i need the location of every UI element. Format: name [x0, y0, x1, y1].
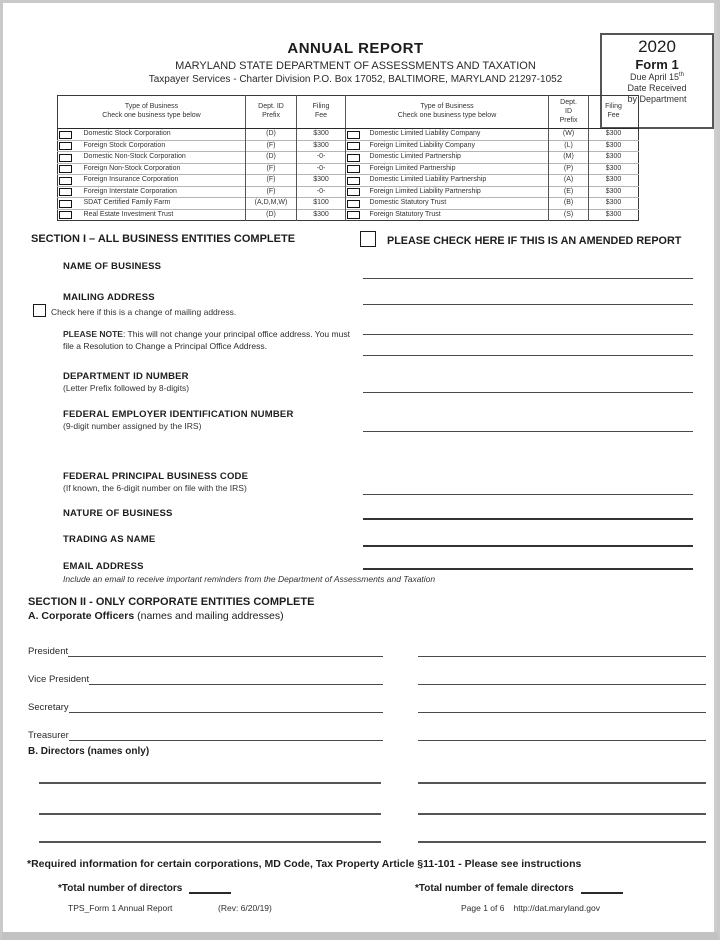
business-type-checkbox[interactable]: [347, 154, 360, 162]
total-directors-label: *Total number of directors: [58, 883, 183, 894]
table-row: [58, 129, 639, 141]
total-directors-line[interactable]: [189, 882, 231, 894]
dept-prefix-value: (A,D,M,W): [246, 198, 297, 210]
form-year: 2020: [638, 37, 676, 56]
filing-fee-value: $300: [297, 209, 346, 221]
director-name-line[interactable]: [39, 813, 381, 815]
business-type-label: Foreign Interstate Corporation: [80, 186, 246, 198]
table-row: [58, 152, 639, 164]
dept-prefix-value: (D): [246, 209, 297, 221]
business-type-label: Domestic Statutory Trust: [366, 198, 549, 210]
table-row: [58, 175, 639, 187]
dept-id-prefix-header: Dept. ID Prefix: [549, 96, 589, 129]
officer-row-secretary: [28, 700, 706, 713]
date-received-label: Date Received: [627, 82, 687, 93]
directors-heading: B. Directors (names only): [28, 746, 150, 757]
amended-report-label: PLEASE CHECK HERE IF THIS IS AN AMENDED REPORT: [387, 235, 682, 247]
business-type-label: Foreign Limited Liability Company: [366, 140, 549, 152]
filing-fee-value: $300: [297, 140, 346, 152]
business-type-label: Foreign Non-Stock Corporation: [80, 163, 246, 175]
mailing-address-line-2[interactable]: [363, 334, 693, 335]
business-type-checkbox[interactable]: [59, 142, 72, 150]
director-name-line[interactable]: [418, 841, 706, 843]
business-type-label: Domestic Stock Corporation: [80, 129, 246, 141]
filing-fee-value: $300: [589, 129, 639, 141]
officer-name-line[interactable]: [68, 644, 383, 657]
officer-address-line[interactable]: [418, 728, 706, 741]
name-of-business-label: NAME OF BUSINESS: [63, 261, 162, 272]
filing-fee-value: $300: [297, 175, 346, 187]
total-female-directors: [415, 882, 623, 894]
business-type-label: Domestic Non-Stock Corporation: [80, 152, 246, 164]
officer-address-line[interactable]: [418, 672, 706, 685]
federal-business-code-line[interactable]: [363, 494, 693, 495]
mailing-address-line-1[interactable]: [363, 304, 693, 305]
business-type-label: Domestic Limited Partnership: [366, 152, 549, 164]
officer-row-vice-president: [28, 672, 706, 685]
type-of-business-header: Type of Business Check one business type below: [346, 96, 549, 129]
dept-prefix-value: (D): [246, 152, 297, 164]
filing-fee-header: Filing Fee: [297, 96, 346, 129]
total-directors: [58, 882, 231, 894]
corporate-officers-heading: A. Corporate Officers (names and mailing addresses): [28, 610, 284, 622]
nature-of-business-label: NATURE OF BUSINESS: [63, 508, 173, 519]
dept-prefix-value: (M): [549, 152, 589, 164]
total-female-directors-label: *Total number of female directors: [415, 883, 574, 894]
filing-fee-value: $300: [589, 163, 639, 175]
federal-business-code-hint: (If known, the 6-digit number on file with the IRS): [63, 483, 247, 493]
dept-prefix-value: (F): [246, 186, 297, 198]
amended-report-checkbox[interactable]: [360, 231, 376, 247]
filing-fee-value: $300: [589, 152, 639, 164]
filing-fee-value: $300: [589, 209, 639, 221]
email-address-line[interactable]: [363, 568, 693, 570]
filing-fee-header: Filing Fee: [589, 96, 639, 129]
director-name-line[interactable]: [418, 782, 706, 784]
by-department-label: by Department: [627, 94, 687, 105]
business-type-checkbox[interactable]: [59, 177, 72, 185]
trading-as-name-label: TRADING AS NAME: [63, 534, 156, 545]
officer-title-label: President: [28, 646, 69, 657]
dept-prefix-value: (P): [549, 163, 589, 175]
business-type-checkbox[interactable]: [59, 165, 72, 173]
type-of-business-header: Type of Business Check one business type below: [58, 96, 246, 129]
mailing-address-label: MAILING ADDRESS: [63, 292, 155, 303]
dept-prefix-value: (D): [246, 129, 297, 141]
revision-date: (Rev: 6/20/19): [218, 903, 272, 913]
total-female-directors-line[interactable]: [581, 882, 623, 894]
table-row: [58, 186, 639, 198]
business-type-checkbox[interactable]: [347, 131, 360, 139]
dept-prefix-value: (B): [549, 198, 589, 210]
due-date: Due April 15th: [629, 71, 685, 82]
business-type-label: Foreign Insurance Corporation: [80, 175, 246, 187]
department-name: MARYLAND STATE DEPARTMENT OF ASSESSMENTS AND TAXATION: [175, 60, 536, 72]
business-type-label: SDAT Certified Family Farm: [80, 198, 246, 210]
section1-heading: SECTION I – ALL BUSINESS ENTITIES COMPLETE: [31, 233, 296, 245]
section2-heading: SECTION II - ONLY CORPORATE ENTITIES COMPLETE: [28, 596, 315, 608]
table-row: [58, 198, 639, 210]
form-number: Form 1: [635, 56, 679, 72]
document-reference: TPS_Form 1 Annual Report: [68, 903, 173, 913]
page-footer: [461, 903, 600, 913]
business-type-checkbox[interactable]: [59, 211, 72, 219]
page-title: ANNUAL REPORT: [287, 40, 424, 57]
business-type-checkbox[interactable]: [347, 200, 360, 208]
business-type-checkbox[interactable]: [59, 131, 72, 139]
officer-address-line[interactable]: [418, 700, 706, 713]
director-name-line[interactable]: [418, 813, 706, 815]
business-type-label: Foreign Limited Partnership: [366, 163, 549, 175]
dept-prefix-value: (L): [549, 140, 589, 152]
officer-row-treasurer: [28, 728, 706, 741]
officer-name-line[interactable]: [69, 700, 383, 713]
table-row: [58, 209, 639, 221]
table-header-row: [58, 96, 639, 129]
change-of-mailing-address-label: Check here if this is a change of mailing address.: [51, 307, 237, 317]
business-type-label: Foreign Limited Liability Partnership: [366, 186, 549, 198]
officer-address-line[interactable]: [418, 644, 706, 657]
business-type-checkbox[interactable]: [59, 188, 72, 196]
business-type-checkbox[interactable]: [347, 211, 360, 219]
filing-fee-value: -0-: [297, 163, 346, 175]
business-type-checkbox[interactable]: [347, 177, 360, 185]
table-row: [58, 163, 639, 175]
business-type-label: Real Estate Investment Trust: [80, 209, 246, 221]
email-address-hint: Include an email to receive important reminders from the Department of Assessments and Taxation: [63, 574, 436, 584]
filing-fee-value: -0-: [297, 152, 346, 164]
officer-title-label: Vice President: [28, 674, 90, 685]
director-name-line[interactable]: [39, 782, 381, 784]
filing-fee-value: $300: [589, 140, 639, 152]
business-type-label: Foreign Statutory Trust: [366, 209, 549, 221]
business-type-table: [57, 95, 639, 221]
dept-id-prefix-header: Dept. ID Prefix: [246, 96, 297, 129]
department-address: Taxpayer Services - Charter Division P.O. Box 17052, BALTIMORE, MARYLAND 21297-1052: [148, 74, 563, 85]
business-type-checkbox[interactable]: [347, 188, 360, 196]
filing-fee-value: $300: [589, 198, 639, 210]
officer-name-line[interactable]: [89, 672, 383, 685]
mailing-address-line-3[interactable]: [363, 355, 693, 356]
dept-prefix-value: (S): [549, 209, 589, 221]
required-info-note: *Required information for certain corporations, MD Code, Tax Property Article §11-101 - Please see instructions: [27, 858, 582, 870]
officer-row-president: [28, 644, 706, 657]
please-note-text: PLEASE NOTE: This will not change your principal office address. You must file a Resolution to Change a Principal Office Address.: [63, 329, 350, 351]
business-type-label: Domestic Limited Liability Company: [366, 129, 549, 141]
filing-fee-value: $300: [297, 129, 346, 141]
officer-title-label: Secretary: [28, 702, 69, 713]
filing-fee-value: $300: [589, 186, 639, 198]
director-name-line[interactable]: [39, 841, 381, 843]
trading-as-name-line[interactable]: [363, 545, 693, 547]
page-number: Page 1 of 6: [461, 903, 505, 913]
fein-label: FEDERAL EMPLOYER IDENTIFICATION NUMBER: [63, 409, 294, 420]
dept-prefix-value: (F): [246, 175, 297, 187]
filing-fee-value: $300: [589, 175, 639, 187]
filing-fee-value: -0-: [297, 186, 346, 198]
table-row: [58, 140, 639, 152]
email-address-label: EMAIL ADDRESS: [63, 561, 144, 572]
filing-fee-value: $100: [297, 198, 346, 210]
business-type-label: Domestic Limited Liability Partnership: [366, 175, 549, 187]
department-id-hint: (Letter Prefix followed by 8-digits): [63, 383, 190, 393]
dept-prefix-value: (W): [549, 129, 589, 141]
name-of-business-line[interactable]: [363, 278, 693, 279]
federal-business-code-label: FEDERAL PRINCIPAL BUSINESS CODE: [63, 471, 249, 482]
fein-line[interactable]: [363, 431, 693, 432]
business-type-checkbox[interactable]: [347, 142, 360, 150]
department-id-label: DEPARTMENT ID NUMBER: [63, 371, 189, 382]
officer-name-line[interactable]: [69, 728, 383, 741]
business-type-checkbox[interactable]: [59, 154, 72, 162]
business-type-checkbox[interactable]: [347, 165, 360, 173]
form-page: [3, 3, 714, 933]
dept-prefix-value: (F): [246, 140, 297, 152]
nature-of-business-line[interactable]: [363, 518, 693, 520]
change-of-mailing-address-checkbox[interactable]: [33, 304, 46, 317]
website-url: http://dat.maryland.gov: [513, 903, 600, 913]
fein-hint: (9-digit number assigned by the IRS): [63, 421, 202, 431]
department-id-line[interactable]: [363, 392, 693, 393]
business-type-label: Foreign Stock Corporation: [80, 140, 246, 152]
business-type-checkbox[interactable]: [59, 200, 72, 208]
dept-prefix-value: (A): [549, 175, 589, 187]
officer-title-label: Treasurer: [28, 730, 69, 741]
dept-prefix-value: (E): [549, 186, 589, 198]
dept-prefix-value: (F): [246, 163, 297, 175]
